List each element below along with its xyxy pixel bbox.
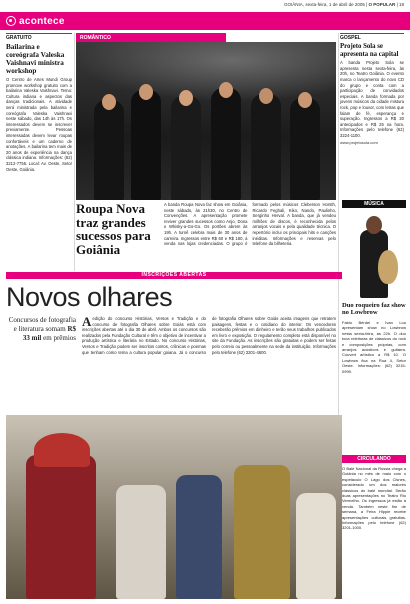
story-headline[interactable]: Bailarina e coreógrafa Valeska Vaishnavi ministra workshop xyxy=(6,43,65,75)
feature-photo xyxy=(6,415,342,599)
story-body: A banda Roupa Nova faz show em Goiânia, neste sábado, às 21h30, no Centro de Convenções. A apresentação promete reviver grandes sucessos como Anjo, Dona e Whisky-a-Go-Go. Os portões abrem às 19h. A turnê celebra mais de 30 anos de carreira. Ingressos entre R$ 60 e R$ 180, à venda nas lojas credenciadas. O grupo é formado pelos músicos Cleberson Horsth, Ricardo Feghali, Kiko, Nando, Paulinho, Serginho Herval. A banda, que já vendeu milhões de discos, é reconhecida pelos arranjos vocais e pela qualidade técnica. O repertório inclui os principais hits e canções inéditas. Informações e reservas pelo telefone da bilheteria. xyxy=(164,202,336,247)
stage-light xyxy=(76,42,336,102)
section-header-bar xyxy=(0,12,410,30)
section-logo xyxy=(6,14,65,28)
deck-text: Concursos de fotografia e literatura somam xyxy=(8,316,76,333)
deck-text: em prêmios xyxy=(43,333,76,342)
band-photo xyxy=(76,42,336,200)
edition-line: GOIÂNIA, sexta-feira, 1 de abril de 2005 | O POPULAR | 19 xyxy=(284,2,404,7)
story-link[interactable]: www.projetosola.com xyxy=(340,139,378,145)
musician-figure xyxy=(94,100,124,200)
guitar-shape xyxy=(378,250,398,284)
music-body: Fabio Bérdel e Ivan Lou apresentam show no Lowbrow nesta sexta-feira, às 22h. O duo toca releituras de clássicos do rock e composições próprias, com arranjos acústicos e guitarra. Couvert artístico a R$ 10. O Lowbrow fica na Rua 4, Setor Oeste. Informações: (62) 3215-0999. xyxy=(342,320,406,374)
circulando-label: CIRCULANDO xyxy=(342,455,406,463)
story-kicker: GOSPEL xyxy=(340,33,404,41)
person-figure xyxy=(234,465,290,599)
musician-figure xyxy=(251,94,281,200)
photo-section-label: ROMÂNTICO xyxy=(76,33,226,42)
musician-photo xyxy=(342,210,406,300)
feature-deck xyxy=(6,316,76,342)
musician-head xyxy=(179,90,193,106)
left-column-story xyxy=(6,33,72,303)
issue-date: sexta-feira, 1 de abril de 2005 xyxy=(305,2,365,7)
musician-head xyxy=(298,92,312,108)
musician-figure xyxy=(171,96,201,200)
page-header-line xyxy=(0,0,410,12)
center-story xyxy=(76,202,336,256)
feature-band: INSCRIÇÕES ABERTAS xyxy=(6,272,342,279)
musician-head xyxy=(259,88,273,104)
feature-body-text: edição do concurso Histórias, Versos e Tradição e do concurso de fotografia Olhares sobre Goiás está com inscrições abertas até o dia 30 de abril. Ambos os concursos são realizados pela Fundação Cultural e têm o objetivo de incentivar a produção artística e literária no Estado. No concurso Histórias, Versos e Tradição podem ser inscritos contos, crônicas e poemas que tenham como tema a cultura popular goiana. Já o concurso de fotografia Olhares sobre Goiás aceita imagens que retratem paisagens, festas e o cotidiano do interior. Os vencedores receberão prêmios em dinheiro e terão seus trabalhos publicados em livro e exposição. O regulamento completo está disponível no site da Fundação. As inscrições são gratuitas e podem ser feitas pelo correio ou pessoalmente na sede da instituição. Informações pelo telefone (62) 3201-4600. xyxy=(82,316,336,355)
person-figure xyxy=(176,475,222,599)
person-figure xyxy=(296,493,336,599)
feature-title[interactable]: Novos olhares xyxy=(6,282,173,312)
section-logo-text: acontece xyxy=(19,15,65,27)
story-kicker: GRATUITO xyxy=(6,33,72,41)
story-body: A banda Projeto Sola se apresenta nesta sexta-feira, às 20h, no Teatro Goiânia. O evento marca o lançamento do novo CD do grupo e conta com a participação de convidados especiais. A banda formada por jovens músicos da cidade mistura rock, pop e louvor, com letras que falam de fé, esperança e superação. Ingressos a R$ 20 antecipados e R$ 25 na hora. Informações pelo telefone (62) 3224-1100. xyxy=(340,60,404,138)
story-headline[interactable]: Projeto Sola se apresenta na capital xyxy=(340,43,399,58)
music-headline[interactable]: Duo roqueiro faz show no Lowbrow xyxy=(342,302,406,317)
deck-amount: R$ 33 mil xyxy=(22,324,76,342)
music-section-label: MÚSICA xyxy=(342,200,406,208)
section-name: GOIÂNIA xyxy=(284,2,303,7)
feature-body xyxy=(82,316,336,355)
musician-head xyxy=(366,216,382,234)
story-body: O Centro de Artes Mundi Group promove workshop gratuito com a bailarina Valeska Vaishnavi. Tema: Cultura indiana e aspectos das danças tradicionais. A atividade será ministrada pela bailarina e coreógrafa Valeska Vaishnavi neste sábado, das 14h às 17h. Os interessados devem se inscrever previamente. Pessoas interessadas devem levar roupas confortáveis e um caderno de anotações. A bailarina tem mais de 20 anos de experiência na dança clássica indiana. Informações: (62) 3212-7755. Local: Av. Oeste, Setor Oeste, Goiânia. xyxy=(6,77,72,172)
musician-figure xyxy=(131,90,161,200)
page-number: 19 xyxy=(398,2,404,7)
paper-name: O POPULAR xyxy=(368,2,396,7)
circulando-body: O Balé Nacional da Rússia chega a Goiânia no mês de maio com o espetáculo O Lago dos Cisnes, considerado um dos maiores clássicos do balé mundial. Serão duas apresentações no Teatro Rio Vermelho. Os ingressos já estão à venda. Também neste fim de semana, a Feira Hippie recebe apresentações culturais gratuitas. Informações pelo telefone (62) 3201-1000. xyxy=(342,466,406,531)
person-figure xyxy=(116,485,166,599)
dancer-figure xyxy=(26,455,96,599)
acontece-icon xyxy=(6,16,16,26)
column-divider xyxy=(74,33,75,271)
musician-figure xyxy=(290,98,320,200)
musician-figure xyxy=(211,88,241,200)
right-column-story xyxy=(340,33,404,145)
story-headline[interactable]: Roupa Nova traz grandes sucessos para Goiânia xyxy=(76,201,151,257)
headdress-shape xyxy=(34,433,90,467)
musician-head xyxy=(219,82,233,98)
drop-cap: A xyxy=(82,314,92,329)
musician-head xyxy=(139,84,153,100)
musician-head xyxy=(102,94,116,110)
